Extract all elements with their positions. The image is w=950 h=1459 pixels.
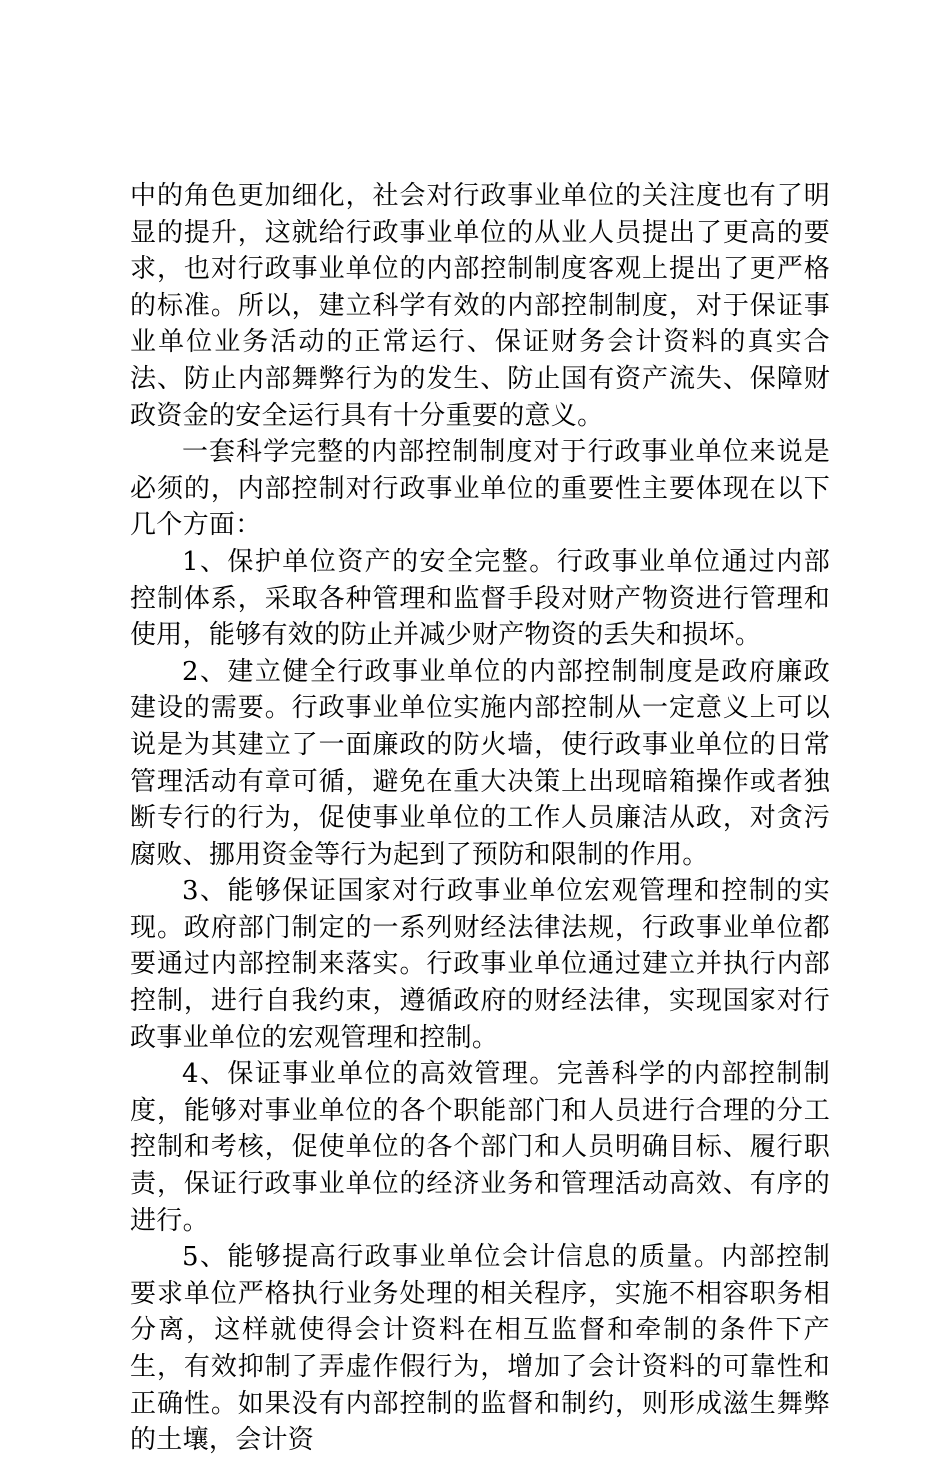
- paragraph-intro-continued: 中的角色更加细化，社会对行政事业单位的关注度也有了明显的提升，这就给行政事业单位的从业人员提出了更高的要求，也对行政事业单位的内部控制制度客观上提出了更严格的标准。所以，建立科学有效的内部控制制度，对于保证事业单位业务活动的正常运行、保证财务会计资料的真实合法、防止内部舞弊行为的发生、防止国有资产流失、保障财政资金的安全运行具有十分重要的意义。: [130, 181, 830, 431]
- paragraph-point-2: 2、建立健全行政事业单位的内部控制制度是政府廉政建设的需要。行政事业单位实施内部控制从一定意义上可以说是为其建立了一面廉政的防火墙，使行政事业单位的日常管理活动有章可循，避免在重大决策上出现暗箱操作或者独断专行的行为，促使事业单位的工作人员廉洁从政，对贪污腐败、挪用资金等行为起到了预防和限制的作用。: [130, 656, 830, 870]
- document-body: [130, 178, 830, 1459]
- paragraph-point-3: 3、能够保证国家对行政事业单位宏观管理和控制的实现。政府部门制定的一系列财经法律法规，行政事业单位都要通过内部控制来落实。行政事业单位通过建立并执行内部控制，进行自我约束，遵循政府的财经法律，实现国家对行政事业单位的宏观管理和控制。: [130, 876, 830, 1053]
- paragraph-point-1: 1、保护单位资产的安全完整。行政事业单位通过内部控制体系，采取各种管理和监督手段对财产物资进行管理和使用，能够有效的防止并减少财产物资的丢失和损坏。: [130, 546, 830, 651]
- paragraph-importance-overview: 一套科学完整的内部控制制度对于行政事业单位来说是必须的，内部控制对行政事业单位的重要性主要体现在以下几个方面：: [130, 437, 830, 541]
- paragraph-point-5: 5、能够提高行政事业单位会计信息的质量。内部控制要求单位严格执行业务处理的相关程序，实施不相容职务相分离，这样就使得会计资料在相互监督和牵制的条件下产生，有效抑制了弄虚作假行为，增加了会计资料的可靠性和正确性。如果没有内部控制的监督和制约，则形成滋生舞弊的土壤，会计资: [130, 1242, 830, 1456]
- paragraph-point-4: 4、保证事业单位的高效管理。完善科学的内部控制制度，能够对事业单位的各个职能部门和人员进行合理的分工控制和考核，促使单位的各个部门和人员明确目标、履行职责，保证行政事业单位的经济业务和管理活动高效、有序的进行。: [130, 1059, 830, 1236]
